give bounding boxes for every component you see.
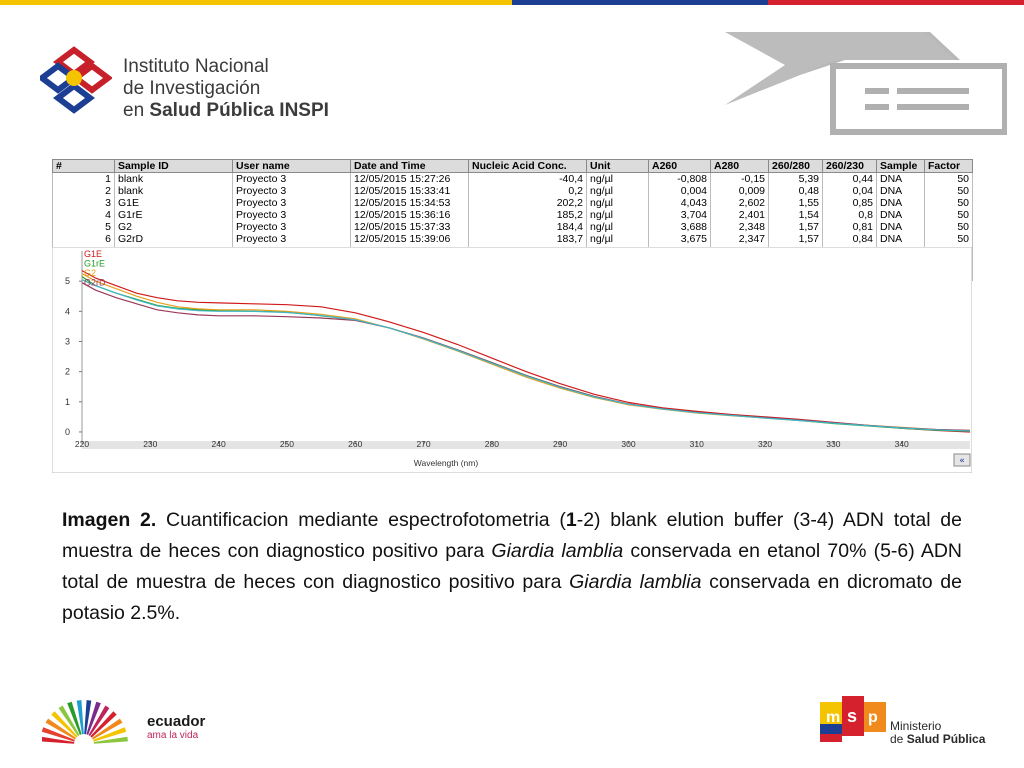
- col-header[interactable]: A280: [711, 160, 769, 173]
- table-cell: 3,688: [649, 221, 711, 233]
- table-cell: 184,4: [469, 221, 587, 233]
- table-cell: 1,54: [769, 209, 823, 221]
- x-tick-label: 240: [211, 439, 226, 449]
- ecuador-sunburst-icon: [42, 696, 142, 748]
- table-cell: 1,57: [769, 233, 823, 245]
- table-cell: 202,2: [469, 197, 587, 209]
- col-header[interactable]: 260/280: [769, 160, 823, 173]
- table-cell: 12/05/2015 15:27:26: [351, 173, 469, 186]
- x-tick-label: 280: [484, 439, 499, 449]
- table-cell: Proyecto 3: [233, 233, 351, 245]
- x-tick-label: 330: [826, 439, 841, 449]
- col-header[interactable]: Sample ID: [115, 160, 233, 173]
- table-cell: DNA: [877, 173, 925, 186]
- caption-label: Imagen 2.: [62, 509, 157, 531]
- table-header-row: [53, 160, 973, 173]
- bar-yellow: [0, 0, 512, 5]
- legend-entry: G1E: [84, 249, 103, 259]
- svg-text:p: p: [868, 709, 878, 726]
- table-cell: DNA: [877, 233, 925, 245]
- table-cell: 183,7: [469, 233, 587, 245]
- table-row[interactable]: [53, 173, 973, 186]
- table-cell: 50: [925, 173, 973, 186]
- ministry-name: Ministerio de Salud Pública: [890, 719, 986, 746]
- table-cell: DNA: [877, 221, 925, 233]
- institute-name: [123, 56, 329, 122]
- table-cell: 6: [53, 233, 115, 245]
- table-cell: ng/µl: [587, 197, 649, 209]
- table-cell: 185,2: [469, 209, 587, 221]
- table-row[interactable]: [53, 209, 973, 221]
- institute-line-2: de Investigación: [123, 78, 261, 99]
- x-tick-label: 300: [621, 439, 636, 449]
- top-color-bar: [0, 0, 1024, 5]
- table-cell: ng/µl: [587, 209, 649, 221]
- table-cell: 3,704: [649, 209, 711, 221]
- table-row[interactable]: [53, 233, 973, 245]
- institute-line-1: Instituto Nacional: [123, 56, 269, 77]
- inspi-interlocked-rings-icon: [40, 42, 112, 114]
- y-tick-label: 1: [64, 396, 70, 407]
- table-cell: 2,401: [711, 209, 769, 221]
- table-cell: 2: [53, 185, 115, 197]
- col-header[interactable]: Sample: [877, 160, 925, 173]
- legend-entry: G2rD: [84, 277, 106, 288]
- double-chevron-left-icon[interactable]: «: [959, 456, 965, 466]
- x-tick-label: 230: [143, 439, 158, 449]
- col-header[interactable]: #: [53, 160, 115, 173]
- table-cell: 3: [53, 197, 115, 209]
- x-tick-label: 250: [279, 439, 295, 449]
- col-header[interactable]: Nucleic Acid Conc.: [469, 160, 587, 173]
- institute-line-3: en Salud Pública INSPI: [123, 100, 329, 121]
- ecuador-name: ecuador: [147, 713, 206, 730]
- table-cell: 50: [925, 221, 973, 233]
- table-cell: 0,81: [823, 221, 877, 233]
- y-tick-label: 3: [64, 336, 70, 347]
- table-cell: ng/µl: [587, 221, 649, 233]
- legend-entry: G2: [84, 268, 97, 278]
- table-cell: ng/µl: [587, 233, 649, 245]
- table-cell: ng/µl: [587, 173, 649, 186]
- table-row[interactable]: [53, 221, 973, 233]
- table-cell: 0,2: [469, 185, 587, 197]
- table-cell: 12/05/2015 15:39:06: [351, 233, 469, 245]
- table-cell: 50: [925, 233, 973, 245]
- table-cell: 2,347: [711, 233, 769, 245]
- table-cell: 0,8: [823, 209, 877, 221]
- species-name: Giardia lamblia: [569, 571, 702, 593]
- table-cell: G1E: [115, 197, 233, 209]
- table-cell: blank: [115, 185, 233, 197]
- table-cell: 0,85: [823, 197, 877, 209]
- table-cell: 0,84: [823, 233, 877, 245]
- svg-text:m: m: [826, 709, 841, 726]
- col-header[interactable]: Factor: [925, 160, 973, 173]
- table-cell: 0,48: [769, 185, 823, 197]
- table-cell: 50: [925, 197, 973, 209]
- y-tick-label: 5: [64, 276, 70, 287]
- x-tick-label: 310: [689, 439, 704, 449]
- table-cell: DNA: [877, 209, 925, 221]
- table-row[interactable]: [53, 197, 973, 209]
- table-cell: 12/05/2015 15:34:53: [351, 197, 469, 209]
- table-cell: G2rD: [115, 233, 233, 245]
- col-header[interactable]: Date and Time: [351, 160, 469, 173]
- y-tick-label: 2: [64, 366, 70, 377]
- species-name: Giardia lamblia: [491, 540, 624, 562]
- table-cell: -40,4: [469, 173, 587, 186]
- table-cell: 2,602: [711, 197, 769, 209]
- table-cell: -0,15: [711, 173, 769, 186]
- table-cell: 5,39: [769, 173, 823, 186]
- table-cell: 12/05/2015 15:36:16: [351, 209, 469, 221]
- table-cell: ng/µl: [587, 185, 649, 197]
- figure-caption: Imagen 2. Cuantificacion mediante espectrofotometria (1-2) blank elution buffer (3-4) ADN total de muestra de heces con diagnostico positivo para Giardia lamblia conservada en etanol 70% (5-6) ADN total de muestra de heces con diagnostico positivo para Giardia lamblia conservada en dicromato de potasio 2.5%.: [62, 509, 963, 624]
- x-tick-label: 340: [894, 439, 909, 449]
- table-cell: DNA: [877, 197, 925, 209]
- table-cell: Proyecto 3: [233, 185, 351, 197]
- x-tick-label: 270: [416, 439, 431, 449]
- table-cell: 50: [925, 209, 973, 221]
- table-cell: G2: [115, 221, 233, 233]
- msp-ministry-logo-icon: [820, 692, 886, 746]
- table-cell: Proyecto 3: [233, 197, 351, 209]
- x-tick-label: 290: [553, 439, 568, 449]
- table-cell: DNA: [877, 185, 925, 197]
- table-cell: 50: [925, 185, 973, 197]
- table-cell: 0,004: [649, 185, 711, 197]
- table-cell: 4: [53, 209, 115, 221]
- bar-red: [768, 0, 1024, 5]
- ecuador-brand: [147, 715, 205, 743]
- table-cell: 4,043: [649, 197, 711, 209]
- x-tick-label: 220: [74, 439, 90, 449]
- col-header[interactable]: 260/230: [823, 160, 877, 173]
- table-cell: 12/05/2015 15:33:41: [351, 185, 469, 197]
- y-tick-label: 0: [64, 426, 70, 437]
- x-axis-label: Wavelength (nm): [413, 458, 479, 468]
- table-cell: blank: [115, 173, 233, 186]
- table-cell: 0,04: [823, 185, 877, 197]
- col-header[interactable]: User name: [233, 160, 351, 173]
- legend-entry: G1rE: [84, 258, 106, 269]
- table-cell: 1,55: [769, 197, 823, 209]
- y-tick-label: 4: [64, 306, 70, 317]
- ecuador-slogan: ama la vida: [147, 730, 199, 741]
- table-cell: 3,675: [649, 233, 711, 245]
- col-header[interactable]: A260: [649, 160, 711, 173]
- table-cell: Proyecto 3: [233, 209, 351, 221]
- table-cell: 0,44: [823, 173, 877, 186]
- absorbance-spectrum-chart: [52, 247, 972, 473]
- table-cell: G1rE: [115, 209, 233, 221]
- table-cell: 2,348: [711, 221, 769, 233]
- bar-blue: [512, 0, 768, 5]
- document-arrow-icon: [725, 30, 1007, 136]
- table-row[interactable]: [53, 185, 973, 197]
- table-cell: 12/05/2015 15:37:33: [351, 221, 469, 233]
- x-tick-label: 320: [757, 439, 773, 449]
- col-header[interactable]: Unit: [587, 160, 649, 173]
- table-cell: 0,009: [711, 185, 769, 197]
- svg-text:s: s: [847, 706, 858, 726]
- table-cell: 1,57: [769, 221, 823, 233]
- table-cell: Proyecto 3: [233, 221, 351, 233]
- table-cell: -0,808: [649, 173, 711, 186]
- table-cell: Proyecto 3: [233, 173, 351, 186]
- x-tick-label: 260: [348, 439, 363, 449]
- table-cell: 5: [53, 221, 115, 233]
- table-cell: 1: [53, 173, 115, 186]
